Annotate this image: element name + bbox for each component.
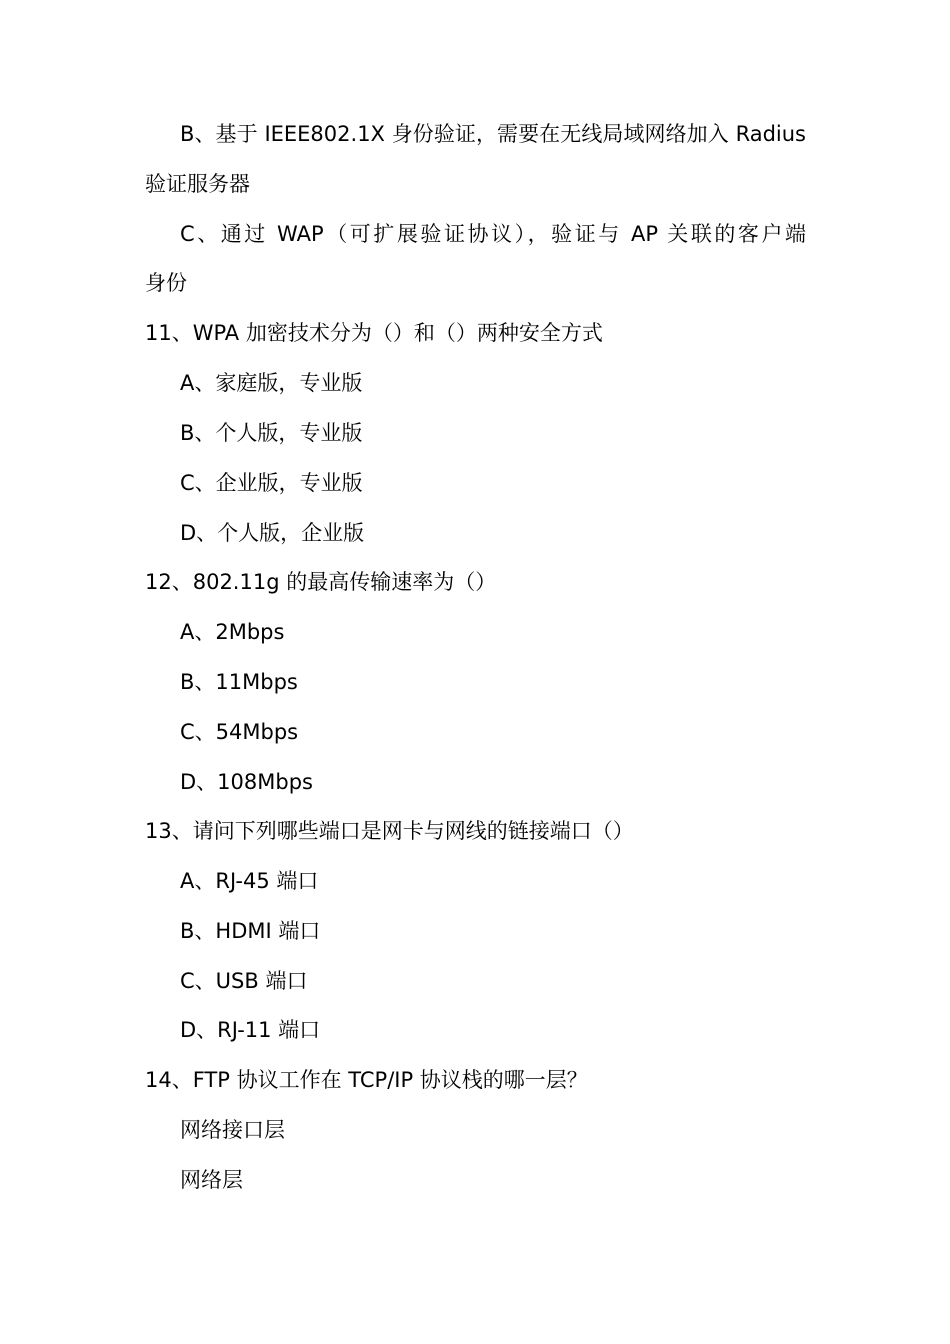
q12-option-d: D、108Mbps (180, 770, 313, 794)
q14-question: 14、FTP 协议工作在 TCP/IP 协议栈的哪一层？ (145, 1068, 588, 1092)
q13-option-d: D、RJ-11 端口 (180, 1018, 321, 1042)
q10-option-c-line1: C、通过 WAP（可扩展验证协议），验证与 AP 关联的客户端 (180, 222, 806, 246)
q12-question: 12、802.11g 的最高传输速率为（） (145, 570, 497, 594)
q10-option-c-line2: 身份 (145, 271, 187, 295)
q10-option-b-line2: 验证服务器 (145, 172, 250, 196)
q13-option-a: A、RJ-45 端口 (180, 869, 319, 893)
q13-option-c: C、USB 端口 (180, 969, 308, 993)
q10-option-b-line1: B、基于 IEEE802.1X 身份验证，需要在无线局域网络加入 Radius (180, 122, 806, 146)
q12-option-c: C、54Mbps (180, 720, 299, 744)
q11-option-a: A、家庭版，专业版 (180, 371, 363, 395)
q13-question: 13、请问下列哪些端口是网卡与网线的链接端口（） (145, 819, 634, 843)
q11-option-b: B、个人版，专业版 (180, 421, 363, 445)
q11-option-d: D、个人版，企业版 (180, 521, 365, 545)
q14-option-2: 网络层 (180, 1168, 243, 1192)
q11-question: 11、WPA 加密技术分为（）和（）两种安全方式 (145, 321, 603, 345)
q11-option-c: C、企业版，专业版 (180, 471, 363, 495)
q14-option-1: 网络接口层 (180, 1118, 285, 1142)
q12-option-a: A、2Mbps (180, 620, 285, 644)
q12-option-b: B、11Mbps (180, 670, 298, 694)
q13-option-b: B、HDMI 端口 (180, 919, 321, 943)
